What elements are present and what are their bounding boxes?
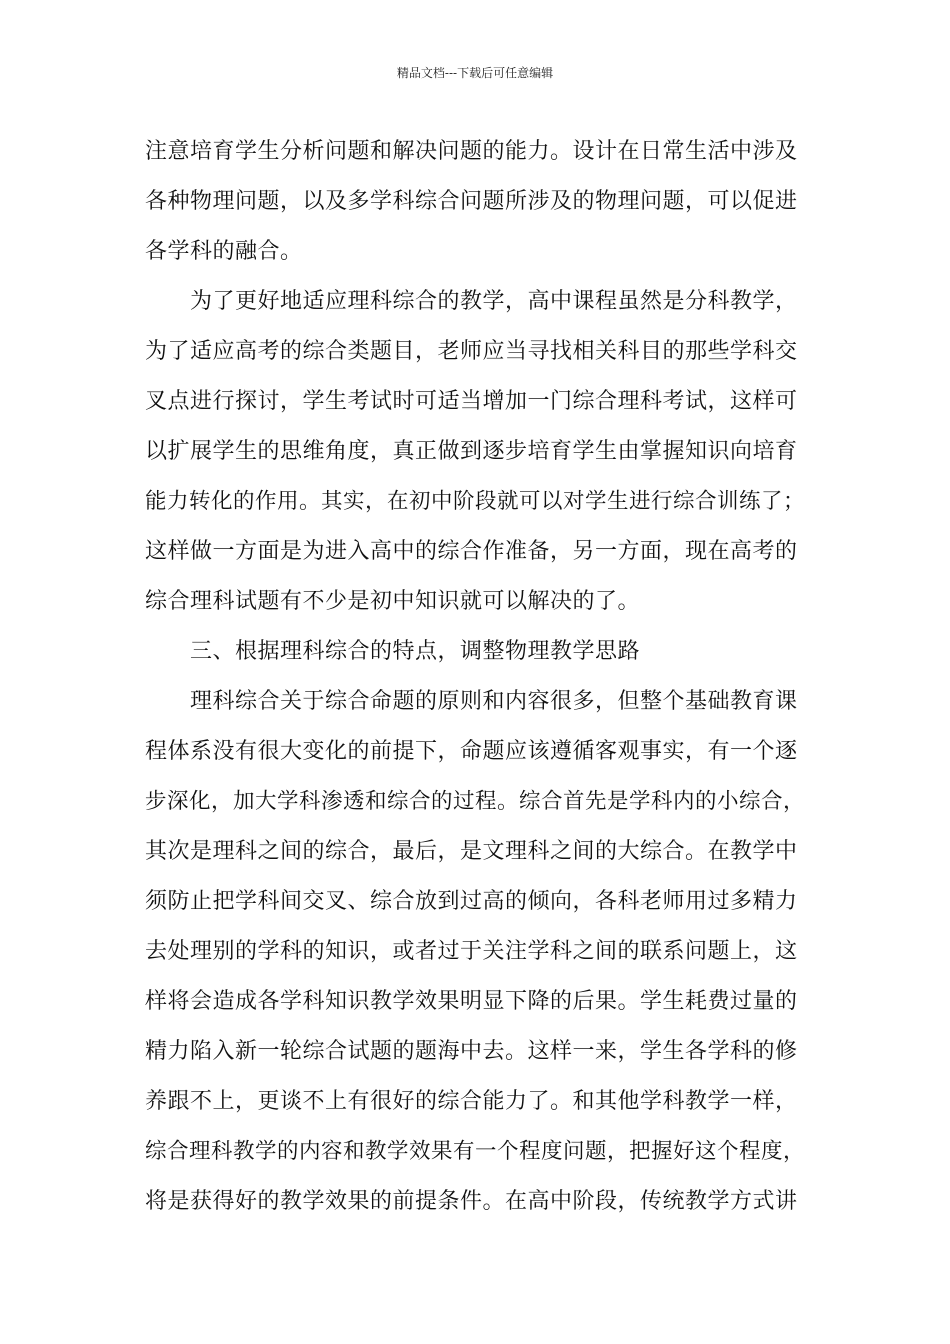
body-text bbox=[145, 127, 815, 1227]
text-line: 样将会造成各学科知识教学效果明显下降的后果。学生耗费过量的 bbox=[145, 989, 798, 1014]
text-line: 其次是理科之间的综合，最后，是文理科之间的大综合。在教学中 bbox=[145, 839, 798, 864]
text-line: 将是获得好的教学效果的前提条件。在高中阶段，传统教学方式讲 bbox=[145, 1189, 798, 1214]
text-line: 三、根据理科综合的特点，调整物理教学思路 bbox=[190, 639, 641, 664]
text-line: 综合理科试题有不少是初中知识就可以解决的了。 bbox=[145, 589, 641, 614]
text-line: 为了适应高考的综合类题目，老师应当寻找相关科目的那些学科交 bbox=[145, 339, 798, 364]
page-header: 精品文档---下载后可任意编辑 bbox=[396, 66, 554, 80]
text-line: 各种物理问题，以及多学科综合问题所涉及的物理问题，可以促进 bbox=[145, 189, 798, 214]
text-line: 精力陷入新一轮综合试题的题海中去。这样一来，学生各学科的修 bbox=[145, 1039, 798, 1064]
text-line: 以扩展学生的思维角度，真正做到逐步培育学生由掌握知识向培育 bbox=[145, 439, 798, 464]
text-line: 各学科的融合。 bbox=[145, 239, 303, 264]
text-line: 这样做一方面是为进入高中的综合作准备，另一方面，现在高考的 bbox=[145, 539, 798, 564]
text-line: 为了更好地适应理科综合的教学，高中课程虽然是分科教学， bbox=[190, 289, 798, 314]
text-line: 步深化，加大学科渗透和综合的过程。综合首先是学科内的小综合， bbox=[145, 789, 806, 814]
text-line: 须防止把学科间交叉、综合放到过高的倾向，各科老师用过多精力 bbox=[145, 889, 798, 914]
text-line: 养跟不上，更谈不上有很好的综合能力了。和其他学科教学一样， bbox=[145, 1089, 798, 1114]
text-line: 程体系没有很大变化的前提下，命题应该遵循客观事实，有一个逐 bbox=[145, 739, 798, 764]
text-line: 综合理科教学的内容和教学效果有一个程度问题，把握好这个程度， bbox=[145, 1139, 806, 1164]
text-line: 理科综合关于综合命题的原则和内容很多，但整个基础教育课 bbox=[190, 689, 798, 714]
text-line: 能力转化的作用。其实，在初中阶段就可以对学生进行综合训练了； bbox=[145, 489, 806, 514]
text-line: 注意培育学生分析问题和解决问题的能力。设计在日常生活中涉及 bbox=[145, 139, 798, 164]
text-line: 叉点进行探讨，学生考试时可适当增加一门综合理科考试，这样可 bbox=[145, 389, 798, 414]
text-line: 去处理别的学科的知识，或者过于关注学科之间的联系问题上，这 bbox=[145, 939, 798, 964]
